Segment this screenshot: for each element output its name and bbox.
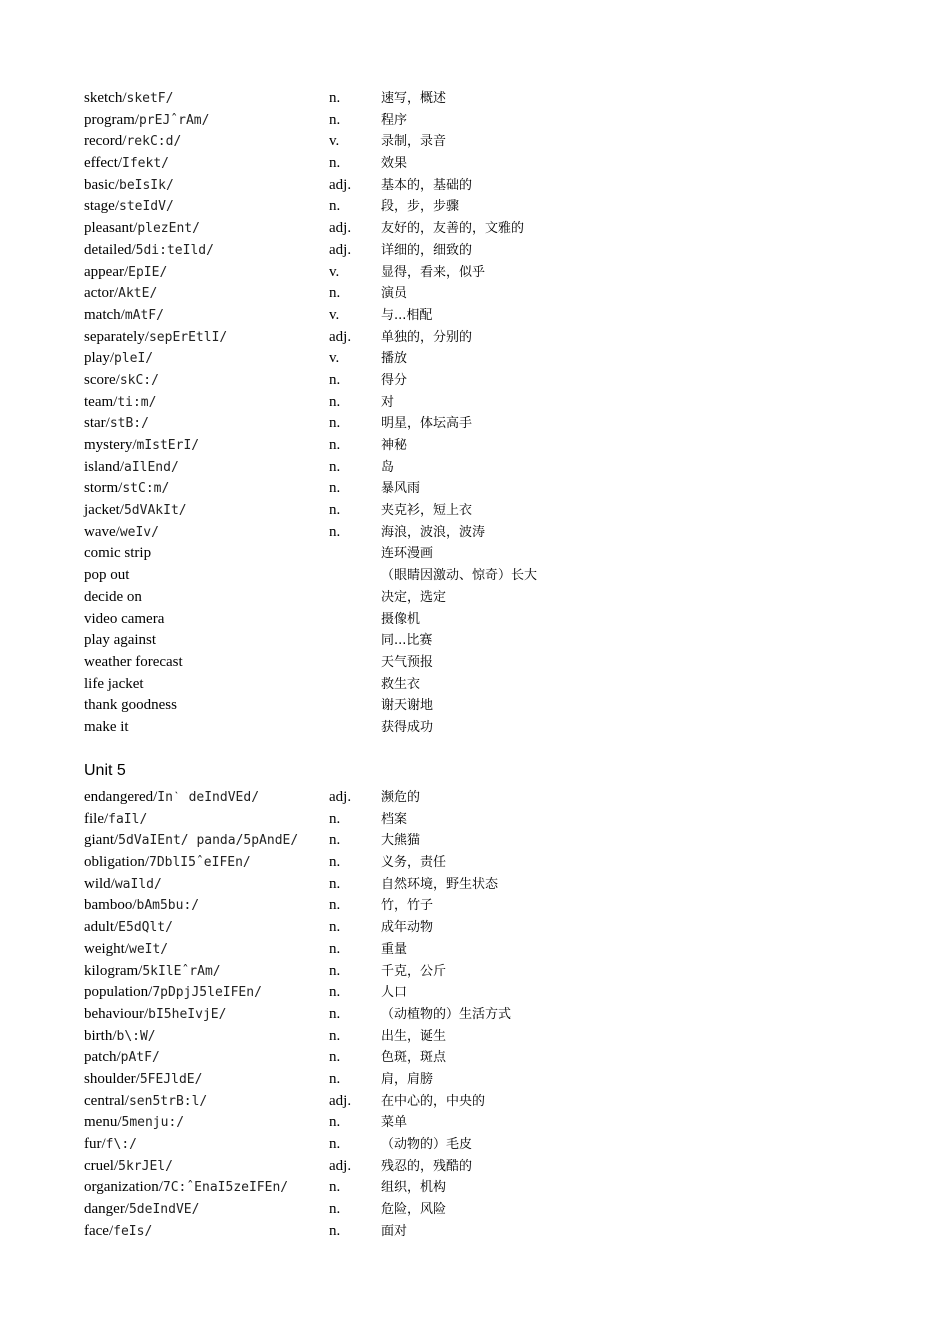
word-text: cruel/ (84, 1157, 119, 1174)
vocabulary-row (84, 587, 904, 609)
chinese-meaning: 岛 (381, 459, 395, 475)
chinese-meaning: 海浪，波浪，波涛 (381, 524, 486, 540)
vocabulary-row (84, 830, 904, 852)
chinese-meaning: 档案 (381, 811, 408, 827)
phonetic-text: sketF/ (126, 91, 174, 106)
word-text: bamboo/ (84, 897, 137, 914)
chinese-meaning: 重量 (381, 941, 408, 957)
part-of-speech: n. (329, 458, 341, 475)
part-of-speech: n. (329, 940, 341, 957)
part-of-speech: n. (329, 90, 341, 106)
vocabulary-row (84, 500, 904, 522)
vocabulary-row (84, 852, 904, 874)
vocabulary-word (84, 1112, 184, 1134)
chinese-meaning: 单独的，分别的 (381, 329, 473, 345)
phonetic-text: 7DblI5ˆeIFEn/ (149, 855, 251, 871)
vocabulary-row (84, 543, 904, 565)
part-of-speech: n. (329, 371, 341, 388)
vocabulary-row (84, 196, 904, 218)
vocabulary-word (84, 283, 157, 305)
chinese-meaning: 基本的，基础的 (381, 177, 473, 193)
vocabulary-word (84, 695, 177, 717)
chinese-meaning: 人口 (381, 985, 408, 1001)
word-text: patch/ (84, 1049, 121, 1066)
part-of-speech: adj. (329, 789, 352, 805)
vocabulary-word (84, 787, 259, 809)
phonetic-text: 5menju:/ (121, 1115, 185, 1131)
chinese-meaning: 神秘 (381, 438, 408, 453)
vocabulary-word (84, 413, 149, 435)
vocabulary-word (84, 370, 159, 392)
unit-5-heading: Unit 5 (84, 762, 126, 779)
word-text: face/ (84, 1222, 114, 1239)
word-text: sketch/ (84, 90, 127, 106)
part-of-speech: n. (329, 832, 341, 849)
vocabulary-row (84, 110, 904, 132)
part-of-speech: n. (329, 1222, 341, 1239)
vocabulary-row (84, 1134, 904, 1156)
part-of-speech: v. (329, 263, 340, 280)
part-of-speech: n. (329, 984, 341, 1001)
vocabulary-row (84, 413, 904, 435)
part-of-speech: v. (329, 350, 340, 367)
vocabulary-row (84, 478, 904, 500)
chinese-meaning: 肩，肩膀 (381, 1071, 434, 1087)
phonetic-text: b\:W/ (116, 1028, 156, 1044)
chinese-meaning: 录制，录音 (381, 134, 447, 150)
word-text: file/ (84, 810, 109, 827)
vocabulary-list-unit-5 (84, 787, 904, 1242)
chinese-meaning: 与...相配 (381, 307, 433, 323)
chinese-meaning: 危险，风险 (381, 1202, 447, 1218)
vocabulary-row (84, 305, 904, 327)
vocabulary-row (84, 1112, 904, 1134)
word-text: birth/ (84, 1027, 117, 1044)
vocabulary-row (84, 874, 904, 896)
vocabulary-row (84, 717, 904, 739)
part-of-speech: n. (329, 1201, 341, 1218)
part-of-speech: n. (329, 897, 341, 914)
word-text: behaviour/ (84, 1005, 149, 1022)
phonetic-text: EpIE/ (128, 264, 168, 280)
vocabulary-row (84, 982, 904, 1004)
part-of-speech: n. (329, 962, 341, 979)
phonetic-text: mAtF/ (124, 307, 164, 323)
word-text: decide on (84, 588, 142, 605)
vocabulary-row (84, 1177, 904, 1199)
word-text: jacket/ (84, 502, 124, 519)
word-text: video camera (84, 610, 165, 627)
chinese-meaning: 明星，体坛高手 (381, 416, 473, 432)
vocabulary-word (84, 1134, 137, 1156)
part-of-speech: n. (329, 1179, 341, 1196)
chinese-meaning: 速写，概述 (381, 91, 447, 106)
vocabulary-row (84, 131, 904, 153)
chinese-meaning: 千克，公斤 (381, 963, 447, 979)
part-of-speech: n. (329, 810, 341, 827)
vocabulary-row (84, 283, 904, 305)
word-text: detailed/ (84, 241, 136, 258)
part-of-speech: v. (329, 306, 340, 323)
vocabulary-word (84, 1221, 152, 1243)
vocabulary-word (84, 587, 142, 609)
word-text: life jacket (84, 675, 144, 692)
vocabulary-row (84, 240, 904, 262)
part-of-speech: adj. (329, 220, 352, 237)
chinese-meaning: 组织，机构 (381, 1180, 447, 1196)
vocabulary-word (84, 1004, 226, 1026)
phonetic-text: rekC:d/ (126, 134, 182, 150)
vocabulary-word (84, 88, 173, 110)
part-of-speech: adj. (329, 241, 352, 258)
phonetic-text: aIlEnd/ (124, 459, 179, 475)
vocabulary-word (84, 630, 156, 652)
vocabulary-row (84, 787, 904, 809)
word-text: endangered/ (84, 789, 158, 805)
vocabulary-word (84, 262, 167, 284)
part-of-speech: n. (329, 393, 341, 410)
vocabulary-row (84, 565, 904, 587)
vocabulary-word (84, 895, 199, 917)
word-text: shoulder/ (84, 1070, 140, 1087)
part-of-speech: adj. (329, 328, 352, 345)
vocabulary-word (84, 852, 251, 874)
chinese-meaning: 播放 (381, 351, 408, 367)
vocabulary-word (84, 609, 164, 631)
vocabulary-word (84, 674, 144, 696)
vocabulary-row (84, 609, 904, 631)
phonetic-text: beIsIk/ (119, 177, 174, 193)
vocabulary-word (84, 939, 168, 961)
vocabulary-word (84, 830, 298, 852)
phonetic-text: weIv/ (119, 524, 159, 540)
chinese-meaning: 暴风雨 (381, 481, 421, 497)
chinese-meaning: 效果 (381, 156, 408, 172)
chinese-meaning: 同...比赛 (381, 633, 433, 649)
part-of-speech: n. (329, 1114, 341, 1131)
vocabulary-row (84, 522, 904, 544)
vocabulary-word (84, 1091, 207, 1113)
chinese-meaning: （动物的）毛皮 (381, 1137, 473, 1152)
vocabulary-row (84, 392, 904, 414)
chinese-meaning: 出生，诞生 (381, 1028, 447, 1044)
vocabulary-row (84, 348, 904, 370)
chinese-meaning: 濒危的 (381, 790, 421, 805)
vocabulary-row (84, 370, 904, 392)
chinese-meaning: 决定，选定 (381, 589, 447, 605)
vocabulary-word (84, 717, 129, 739)
part-of-speech: n. (329, 285, 341, 302)
part-of-speech: v. (329, 133, 340, 150)
phonetic-text: Inˋ deIndVEd/ (157, 790, 260, 805)
word-text: program/ (84, 111, 139, 128)
chinese-meaning: 谢天谢地 (381, 698, 434, 714)
vocabulary-row (84, 652, 904, 674)
chinese-meaning: 菜单 (381, 1115, 408, 1131)
phonetic-text: feIs/ (113, 1223, 153, 1239)
word-text: pop out (84, 567, 130, 584)
word-text: team/ (84, 393, 118, 410)
phonetic-text: bAm5bu:/ (136, 898, 200, 914)
part-of-speech: n. (329, 480, 341, 497)
chinese-meaning: 得分 (381, 372, 408, 388)
phonetic-text: mIstErI/ (136, 438, 200, 453)
vocabulary-word (84, 153, 169, 175)
chinese-meaning: 面对 (381, 1223, 408, 1239)
chinese-meaning: 义务，责任 (381, 855, 447, 871)
word-text: effect/ (84, 155, 123, 172)
word-text: island/ (84, 458, 124, 475)
vocabulary-word (84, 874, 162, 896)
word-text: pleasant/ (84, 220, 138, 237)
chinese-meaning: 残忍的，残酷的 (381, 1158, 473, 1174)
phonetic-text: 5di:teIld/ (135, 242, 214, 258)
chinese-meaning: 对 (381, 394, 395, 410)
vocabulary-word (84, 435, 199, 457)
vocabulary-word (84, 809, 147, 831)
vocabulary-word (84, 392, 156, 414)
vocabulary-row (84, 1069, 904, 1091)
part-of-speech: n. (329, 502, 341, 519)
vocabulary-word (84, 982, 262, 1004)
word-text: kilogram/ (84, 962, 143, 979)
vocabulary-word (84, 196, 174, 218)
phonetic-text: f\:/ (105, 1137, 137, 1152)
word-text: storm/ (84, 480, 123, 497)
phonetic-text: 7C:ˆEnaI5zeIFEn/ (162, 1180, 289, 1196)
chinese-meaning: （眼睛因激动、惊奇）长大 (381, 568, 538, 584)
word-text: comic strip (84, 545, 152, 562)
vocabulary-row (84, 939, 904, 961)
vocabulary-word (84, 652, 183, 674)
phonetic-text: 7pDpjJ5leIFEn/ (152, 985, 262, 1001)
part-of-speech: n. (329, 875, 341, 892)
vocabulary-word (84, 1026, 156, 1048)
vocabulary-word (84, 500, 187, 522)
phonetic-text: sen5trB:l/ (128, 1093, 208, 1109)
chinese-meaning: 演员 (381, 286, 408, 302)
part-of-speech: n. (329, 437, 341, 453)
vocabulary-row (84, 674, 904, 696)
phonetic-text: 5krJEl/ (118, 1158, 173, 1174)
part-of-speech: n. (329, 854, 341, 871)
vocabulary-row (84, 1004, 904, 1026)
chinese-meaning: 连环漫画 (381, 546, 434, 562)
vocabulary-row (84, 961, 904, 983)
vocabulary-word (84, 1199, 199, 1221)
phonetic-text: 5FEJldE/ (139, 1071, 203, 1087)
phonetic-text: plezEnt/ (137, 221, 200, 237)
vocabulary-list-unit-4 (84, 88, 904, 739)
vocabulary-row (84, 1026, 904, 1048)
word-text: match/ (84, 306, 125, 323)
word-text: obligation/ (84, 854, 149, 871)
word-text: adult/ (84, 919, 119, 936)
word-text: stage/ (84, 198, 119, 215)
vocabulary-word (84, 110, 209, 132)
vocabulary-word (84, 457, 179, 479)
phonetic-text: AktE/ (118, 286, 158, 302)
word-text: basic/ (84, 176, 119, 193)
phonetic-text: faIl/ (108, 811, 148, 827)
part-of-speech: n. (329, 155, 341, 172)
vocabulary-word (84, 305, 164, 327)
vocabulary-row (84, 1221, 904, 1243)
vocabulary-row (84, 809, 904, 831)
phonetic-text: E5dQlt/ (118, 920, 173, 936)
word-text: menu/ (84, 1114, 122, 1131)
vocabulary-row (84, 457, 904, 479)
vocabulary-row (84, 262, 904, 284)
chinese-meaning: 在中心的，中央的 (381, 1093, 486, 1109)
vocabulary-row (84, 88, 904, 110)
vocabulary-word (84, 478, 169, 500)
chinese-meaning: 色斑，斑点 (381, 1050, 447, 1066)
chinese-meaning: 夹克衫，短上衣 (381, 503, 473, 519)
word-text: central/ (84, 1092, 129, 1109)
part-of-speech: n. (329, 111, 341, 128)
phonetic-text: ti:m/ (117, 394, 157, 410)
vocabulary-row (84, 895, 904, 917)
word-text: record/ (84, 133, 127, 150)
part-of-speech: n. (329, 1136, 341, 1152)
word-text: thank goodness (84, 697, 177, 714)
vocabulary-row (84, 630, 904, 652)
vocabulary-row (84, 1091, 904, 1113)
phonetic-text: steIdV/ (119, 199, 174, 215)
vocabulary-row (84, 153, 904, 175)
chinese-meaning: 救生衣 (381, 676, 421, 692)
chinese-meaning: （动植物的）生活方式 (381, 1006, 512, 1022)
chinese-meaning: 获得成功 (381, 719, 434, 735)
part-of-speech: adj. (329, 1092, 352, 1109)
word-text: play/ (84, 350, 114, 367)
word-text: population/ (84, 984, 153, 1001)
phonetic-text: prEJˆrAm/ (138, 112, 210, 128)
chinese-meaning: 竹，竹子 (381, 898, 434, 914)
part-of-speech: n. (329, 523, 341, 540)
phonetic-text: weIt/ (129, 941, 169, 957)
vocabulary-word (84, 522, 159, 544)
part-of-speech: n. (329, 198, 341, 215)
vocabulary-word (84, 131, 181, 153)
part-of-speech: n. (329, 1070, 341, 1087)
word-text: mystery/ (84, 437, 137, 453)
vocabulary-word (84, 240, 214, 262)
vocabulary-word (84, 218, 200, 240)
word-text: play against (84, 632, 157, 649)
part-of-speech: n. (329, 415, 341, 432)
part-of-speech: n. (329, 919, 341, 936)
vocabulary-row (84, 435, 904, 457)
vocabulary-row (84, 1047, 904, 1069)
vocabulary-row (84, 1199, 904, 1221)
word-text: wild/ (84, 875, 115, 892)
chinese-meaning: 摄像机 (381, 611, 421, 627)
phonetic-text: stB:/ (109, 416, 149, 432)
phonetic-text: sepErEtlI/ (148, 329, 228, 345)
vocabulary-word (84, 1047, 160, 1069)
phonetic-text: 5dVAkIt/ (123, 503, 187, 519)
vocabulary-word (84, 1177, 288, 1199)
vocabulary-word (84, 1156, 173, 1178)
chinese-meaning: 成年动物 (381, 920, 434, 936)
vocabulary-row (84, 917, 904, 939)
vocabulary-word (84, 543, 151, 565)
chinese-meaning: 段，步，步骤 (381, 199, 460, 215)
vocabulary-word (84, 327, 227, 349)
vocabulary-word (84, 917, 173, 939)
phonetic-text: bI5heIvjE/ (148, 1006, 227, 1022)
phonetic-text: 5kIlEˆrAm/ (142, 963, 221, 979)
word-text: organization/ (84, 1179, 163, 1196)
word-text: danger/ (84, 1201, 129, 1218)
vocabulary-word (84, 565, 129, 587)
phonetic-text: pAtF/ (120, 1050, 160, 1066)
chinese-meaning: 详细的，细致的 (381, 242, 473, 258)
word-text: weight/ (84, 940, 129, 957)
part-of-speech: n. (329, 1049, 341, 1066)
chinese-meaning: 程序 (381, 112, 408, 128)
phonetic-text: stC:m/ (122, 481, 170, 497)
phonetic-text: waIld/ (114, 876, 162, 892)
chinese-meaning: 自然环境，野生状态 (381, 876, 499, 892)
vocabulary-row (84, 327, 904, 349)
phonetic-text: 5dVaIEnt/ panda/5pAndE/ (118, 833, 299, 849)
vocabulary-row (84, 175, 904, 197)
phonetic-text: pleI/ (114, 351, 154, 367)
part-of-speech: n. (329, 1027, 341, 1044)
part-of-speech: adj. (329, 176, 352, 193)
vocabulary-word (84, 1069, 202, 1091)
chinese-meaning: 大熊猫 (381, 833, 421, 849)
vocabulary-word (84, 175, 174, 197)
phonetic-text: 5deIndVE/ (128, 1202, 200, 1218)
word-text: separately/ (84, 328, 149, 345)
word-text: actor/ (84, 285, 119, 302)
word-text: score/ (84, 371, 120, 388)
vocabulary-row (84, 218, 904, 240)
phonetic-text: Ifekt/ (122, 156, 169, 172)
chinese-meaning: 显得，看来，似乎 (381, 264, 486, 280)
vocabulary-row (84, 1156, 904, 1178)
part-of-speech: n. (329, 1005, 341, 1022)
word-text: weather forecast (84, 653, 183, 670)
phonetic-text: skC:/ (119, 372, 159, 388)
word-text: wave/ (84, 523, 120, 540)
vocabulary-word (84, 348, 153, 370)
word-text: giant/ (84, 832, 119, 849)
chinese-meaning: 天气预报 (381, 654, 434, 670)
word-text: appear/ (84, 263, 129, 280)
chinese-meaning: 友好的，友善的，文雅的 (381, 221, 525, 237)
word-text: fur/ (84, 1136, 106, 1152)
word-text: star/ (84, 415, 110, 432)
vocabulary-row (84, 695, 904, 717)
vocabulary-word (84, 961, 221, 983)
word-text: make it (84, 718, 129, 735)
part-of-speech: adj. (329, 1157, 352, 1174)
